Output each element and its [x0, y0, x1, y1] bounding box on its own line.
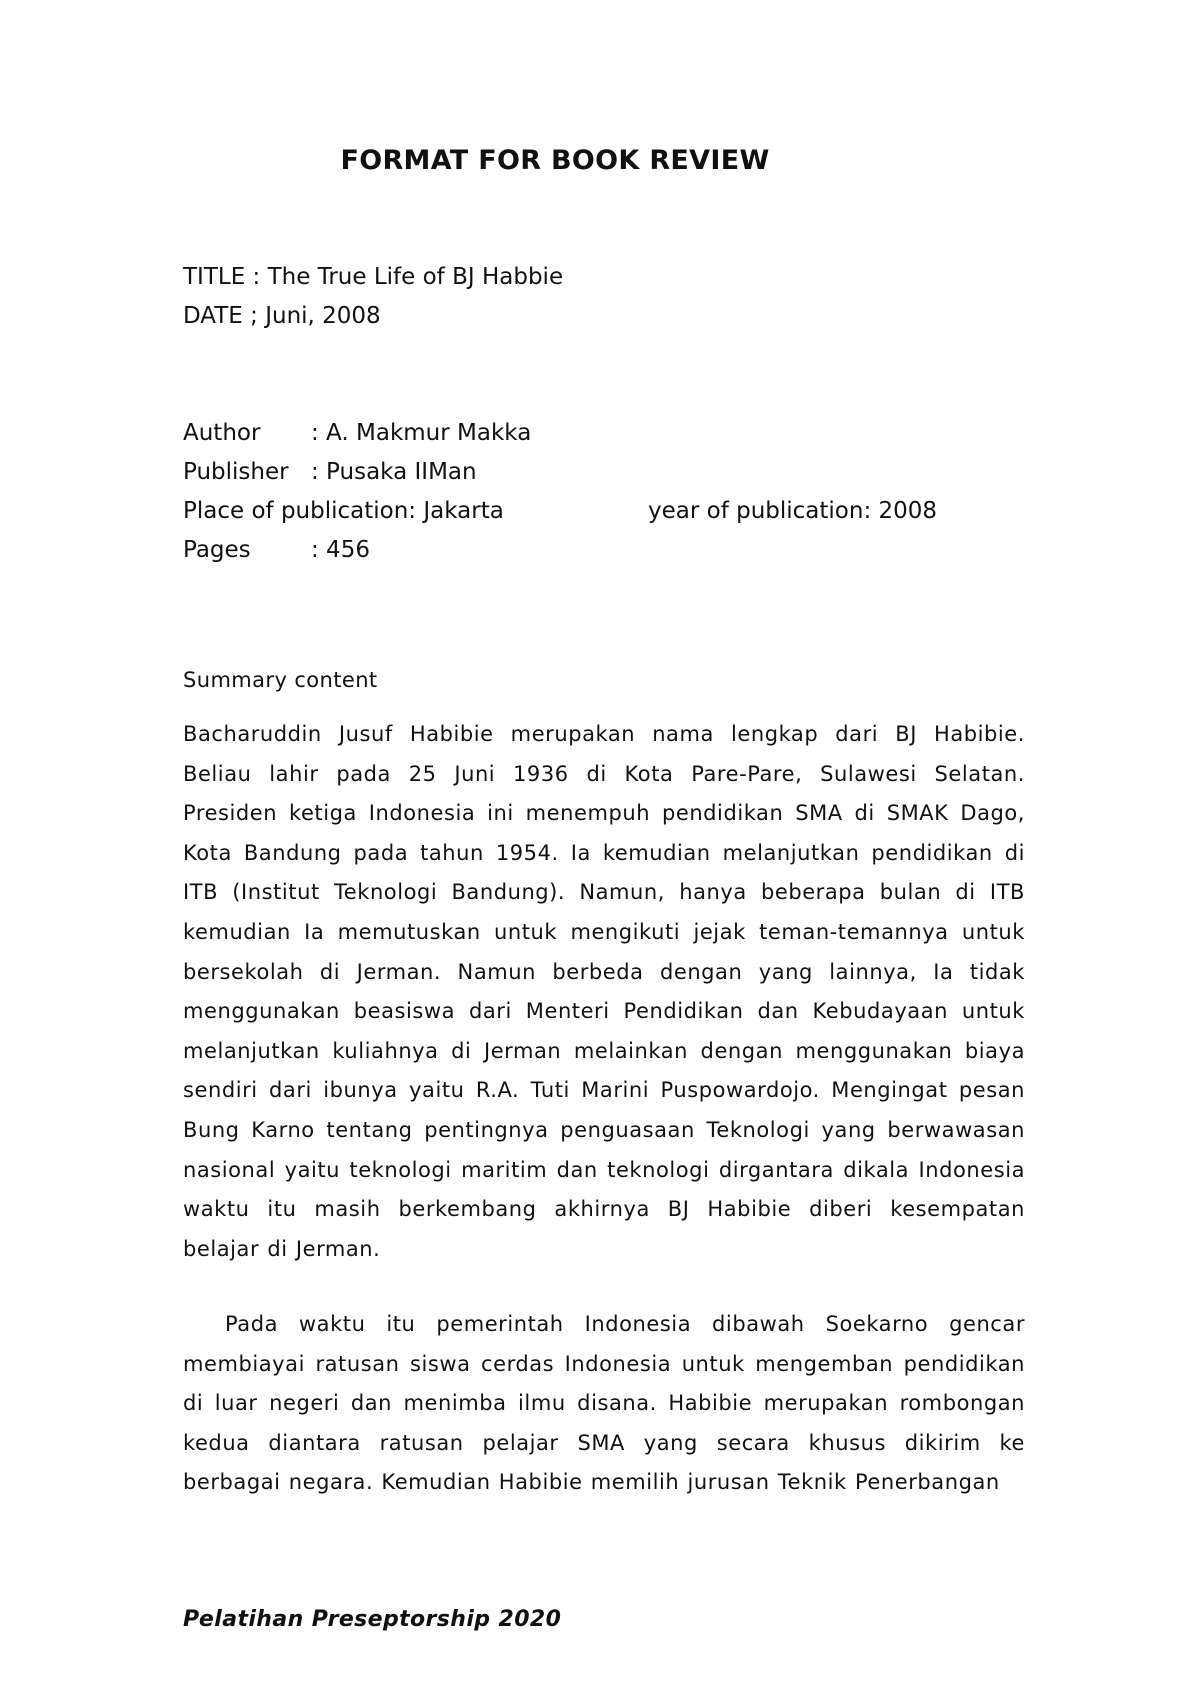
pages-value: : 456: [311, 537, 370, 563]
summary-paragraph-2: Pada waktu itu pemerintah Indonesia dibawah Soekarno gencar membiayai ratusan siswa cerdas Indonesia untuk mengemban pendidikan di luar negeri dan menimba ilmu disana. Habibie merupakan rombongan kedua diantara ratusan pelajar SMA yang secara khusus dikirim ke berbagai negara. Kemudian Habibie memilih jurusan Teknik Penerbangan: [183, 1312, 1025, 1495]
place-of-publication: Place of publication: Jakarta: [183, 498, 504, 524]
page-footer: Pelatihan Preseptorship 2020: [183, 1607, 562, 1632]
publisher-value: : Pusaka IIMan: [311, 459, 477, 485]
author-label: Author: [183, 420, 261, 446]
publisher-row: [183, 457, 477, 487]
author-value: : A. Makmur Makka: [311, 420, 532, 446]
date-line: DATE ; Juni, 2008: [183, 303, 381, 329]
summary-paragraph-1: Bacharuddin Jusuf Habibie merupakan nama lengkap dari BJ Habibie. Beliau lahir pada 25 Juni 1936 di Kota Pare-Pare, Sulawesi Selatan. Presiden ketiga Indonesia ini menempuh pendidikan SMA di SMAK Dago, Kota Bandung pada tahun 1954. Ia kemudian melanjutkan pendidikan di ITB (Institut Teknologi Bandung). Namun, hanya beberapa bulan di ITB kemudian Ia memutuskan untuk mengikuti jejak teman-temannya untuk bersekolah di Jerman. Namun berbeda dengan yang lainnya, Ia tidak menggunakan beasiswa dari Menteri Pendidikan dan Kebudayaan untuk melanjutkan kuliahnya di Jerman melainkan dengan menggunakan biaya sendiri dari ibunya yaitu R.A. Tuti Marini Puspowardojo. Mengingat pesan Bung Karno tentang pentingnya penguasaan Teknologi yang berwawasan nasional yaitu teknologi maritim dan teknologi dirgantara dikala Indonesia waktu itu masih berkembang akhirnya BJ Habibie diberi kesempatan belajar di Jerman.: [183, 722, 1025, 1261]
pages-row: [183, 535, 370, 565]
year-of-publication: year of publication: 2008: [648, 498, 938, 524]
book-title-line: TITLE : The True Life of BJ Habbie: [183, 264, 564, 290]
place-row: [183, 496, 938, 526]
summary-heading: Summary content: [183, 668, 378, 692]
document-title: FORMAT FOR BOOK REVIEW: [340, 145, 770, 176]
publisher-label: Publisher: [183, 459, 289, 485]
pages-label: Pages: [183, 537, 251, 563]
author-row: [183, 418, 531, 448]
